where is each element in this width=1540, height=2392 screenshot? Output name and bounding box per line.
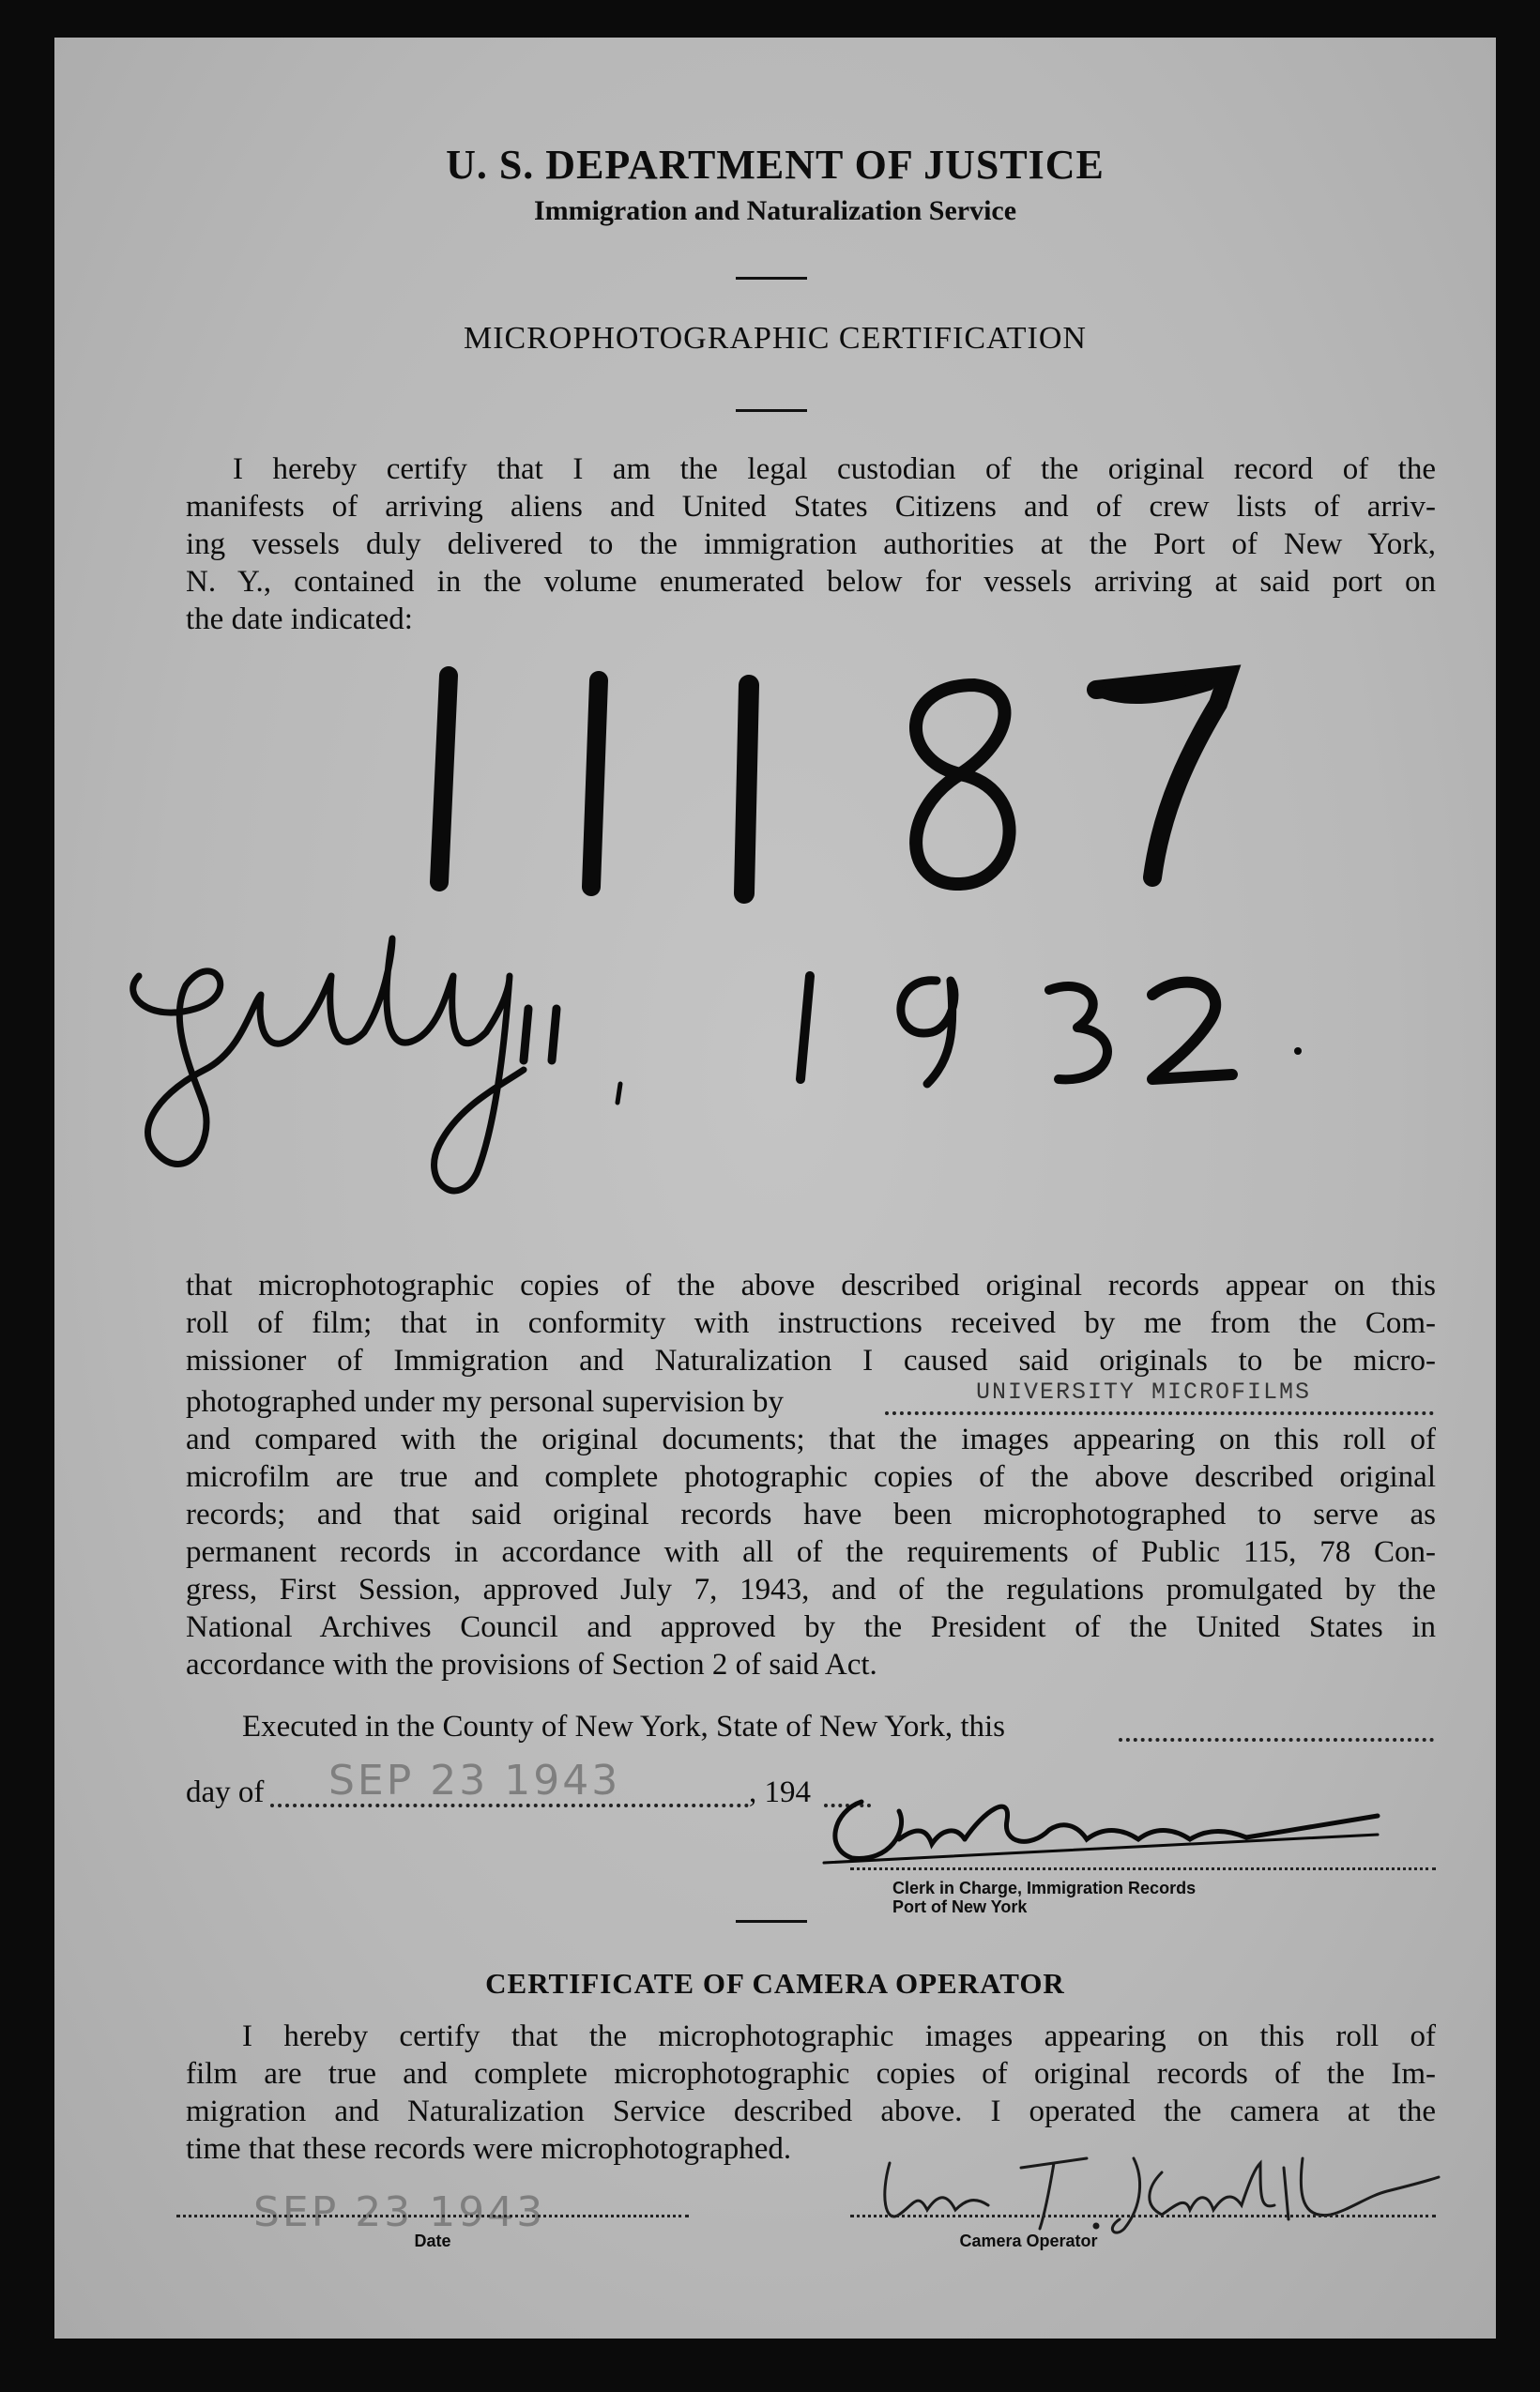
- certification-title: MICROPHOTOGRAPHIC CERTIFICATION: [463, 321, 1087, 356]
- intro-line: N. Y., contained in the volume enumerated below for vessels arriving at said port on: [186, 565, 1436, 599]
- certificate-sheet: [54, 38, 1496, 2339]
- body-line: permanent records in accordance with all of the requirements of Public 115, 78 Con-: [186, 1535, 1436, 1569]
- divider: [736, 409, 807, 412]
- camera-line: I hereby certify that the microphotographic images appearing on this roll of: [242, 2019, 1436, 2053]
- intro-line: I hereby certify that I am the legal custodian of the original record of the: [233, 452, 1436, 486]
- camera-operator-label: Camera Operator: [959, 2232, 1098, 2250]
- camera-line: time that these records were microphotographed.: [186, 2132, 792, 2166]
- date-label: Date: [414, 2232, 451, 2250]
- body-line: National Archives Council and approved by the President of the United States in: [186, 1610, 1436, 1644]
- body-line: accordance with the provisions of Section 2 of said Act.: [186, 1648, 877, 1682]
- intro-line: the date indicated:: [186, 602, 413, 636]
- day-of-label: day of: [186, 1775, 265, 1809]
- microfilm-company: UNIVERSITY MICROFILMS: [976, 1379, 1312, 1406]
- body-line: and compared with the original documents; that the images appearing on this roll of: [186, 1423, 1436, 1456]
- camera-certificate-title: CERTIFICATE OF CAMERA OPERATOR: [485, 1967, 1065, 2000]
- body-line: records; and that said original records have been microphotographed to serve as: [186, 1498, 1436, 1531]
- supervision-dotted-line: [885, 1411, 1434, 1415]
- executed-line: [242, 1708, 1005, 1745]
- clerk-signature-line: [850, 1867, 1436, 1870]
- intro-line: manifests of arriving aliens and United States Citizens and of crew lists of arriv-: [186, 490, 1436, 524]
- clerk-signature: [805, 1774, 1387, 1877]
- service-subheading: Immigration and Naturalization Service: [533, 195, 1017, 226]
- camera-date-stamp: SEP 23 1943: [253, 2188, 546, 2236]
- clerk-port: Port of New York: [892, 1897, 1028, 1916]
- supervision-prefix: photographed under my personal supervision by: [186, 1385, 784, 1419]
- body-paragraph: [186, 1267, 1436, 1684]
- department-heading: U. S. DEPARTMENT OF JUSTICE: [446, 142, 1105, 188]
- camera-operator-signature: [861, 2140, 1443, 2243]
- divider: [736, 1920, 807, 1923]
- handwritten-volume-number: [411, 648, 1425, 910]
- intro-paragraph: [186, 450, 1436, 638]
- handwritten-date: [83, 920, 1396, 1201]
- intro-line: ing vessels duly delivered to the immigration authorities at the Port of New York,: [186, 527, 1436, 561]
- body-line: roll of film; that in conformity with instructions received by me from the Com-: [186, 1306, 1436, 1340]
- date-signature-line: [176, 2215, 689, 2217]
- body-line: microfilm are true and complete photographic copies of the above described original: [186, 1460, 1436, 1494]
- date-stamp: SEP 23 1943: [328, 1757, 621, 1805]
- operator-signature-line: [850, 2215, 1436, 2217]
- camera-line: film are true and complete microphotographic copies of original records of the Im-: [186, 2057, 1436, 2091]
- clerk-title: Clerk in Charge, Immigration Records: [892, 1879, 1197, 1897]
- body-line: gress, First Session, approved July 7, 1943, and of the regulations promulgated by the: [186, 1573, 1436, 1607]
- supervision-line: [186, 1379, 1436, 1421]
- camera-line: migration and Naturalization Service described above. I operated the camera at the: [186, 2095, 1436, 2128]
- year-prefix: , 194: [749, 1775, 811, 1809]
- body-line: missioner of Immigration and Naturalization I caused said originals to be micro-: [186, 1344, 1436, 1378]
- divider: [736, 277, 807, 280]
- body-line: that microphotographic copies of the above described original records appear on this: [186, 1269, 1436, 1303]
- executed-dotted-line: [1119, 1738, 1434, 1742]
- executed-text: Executed in the County of New York, State of New York, this: [242, 1710, 1006, 1744]
